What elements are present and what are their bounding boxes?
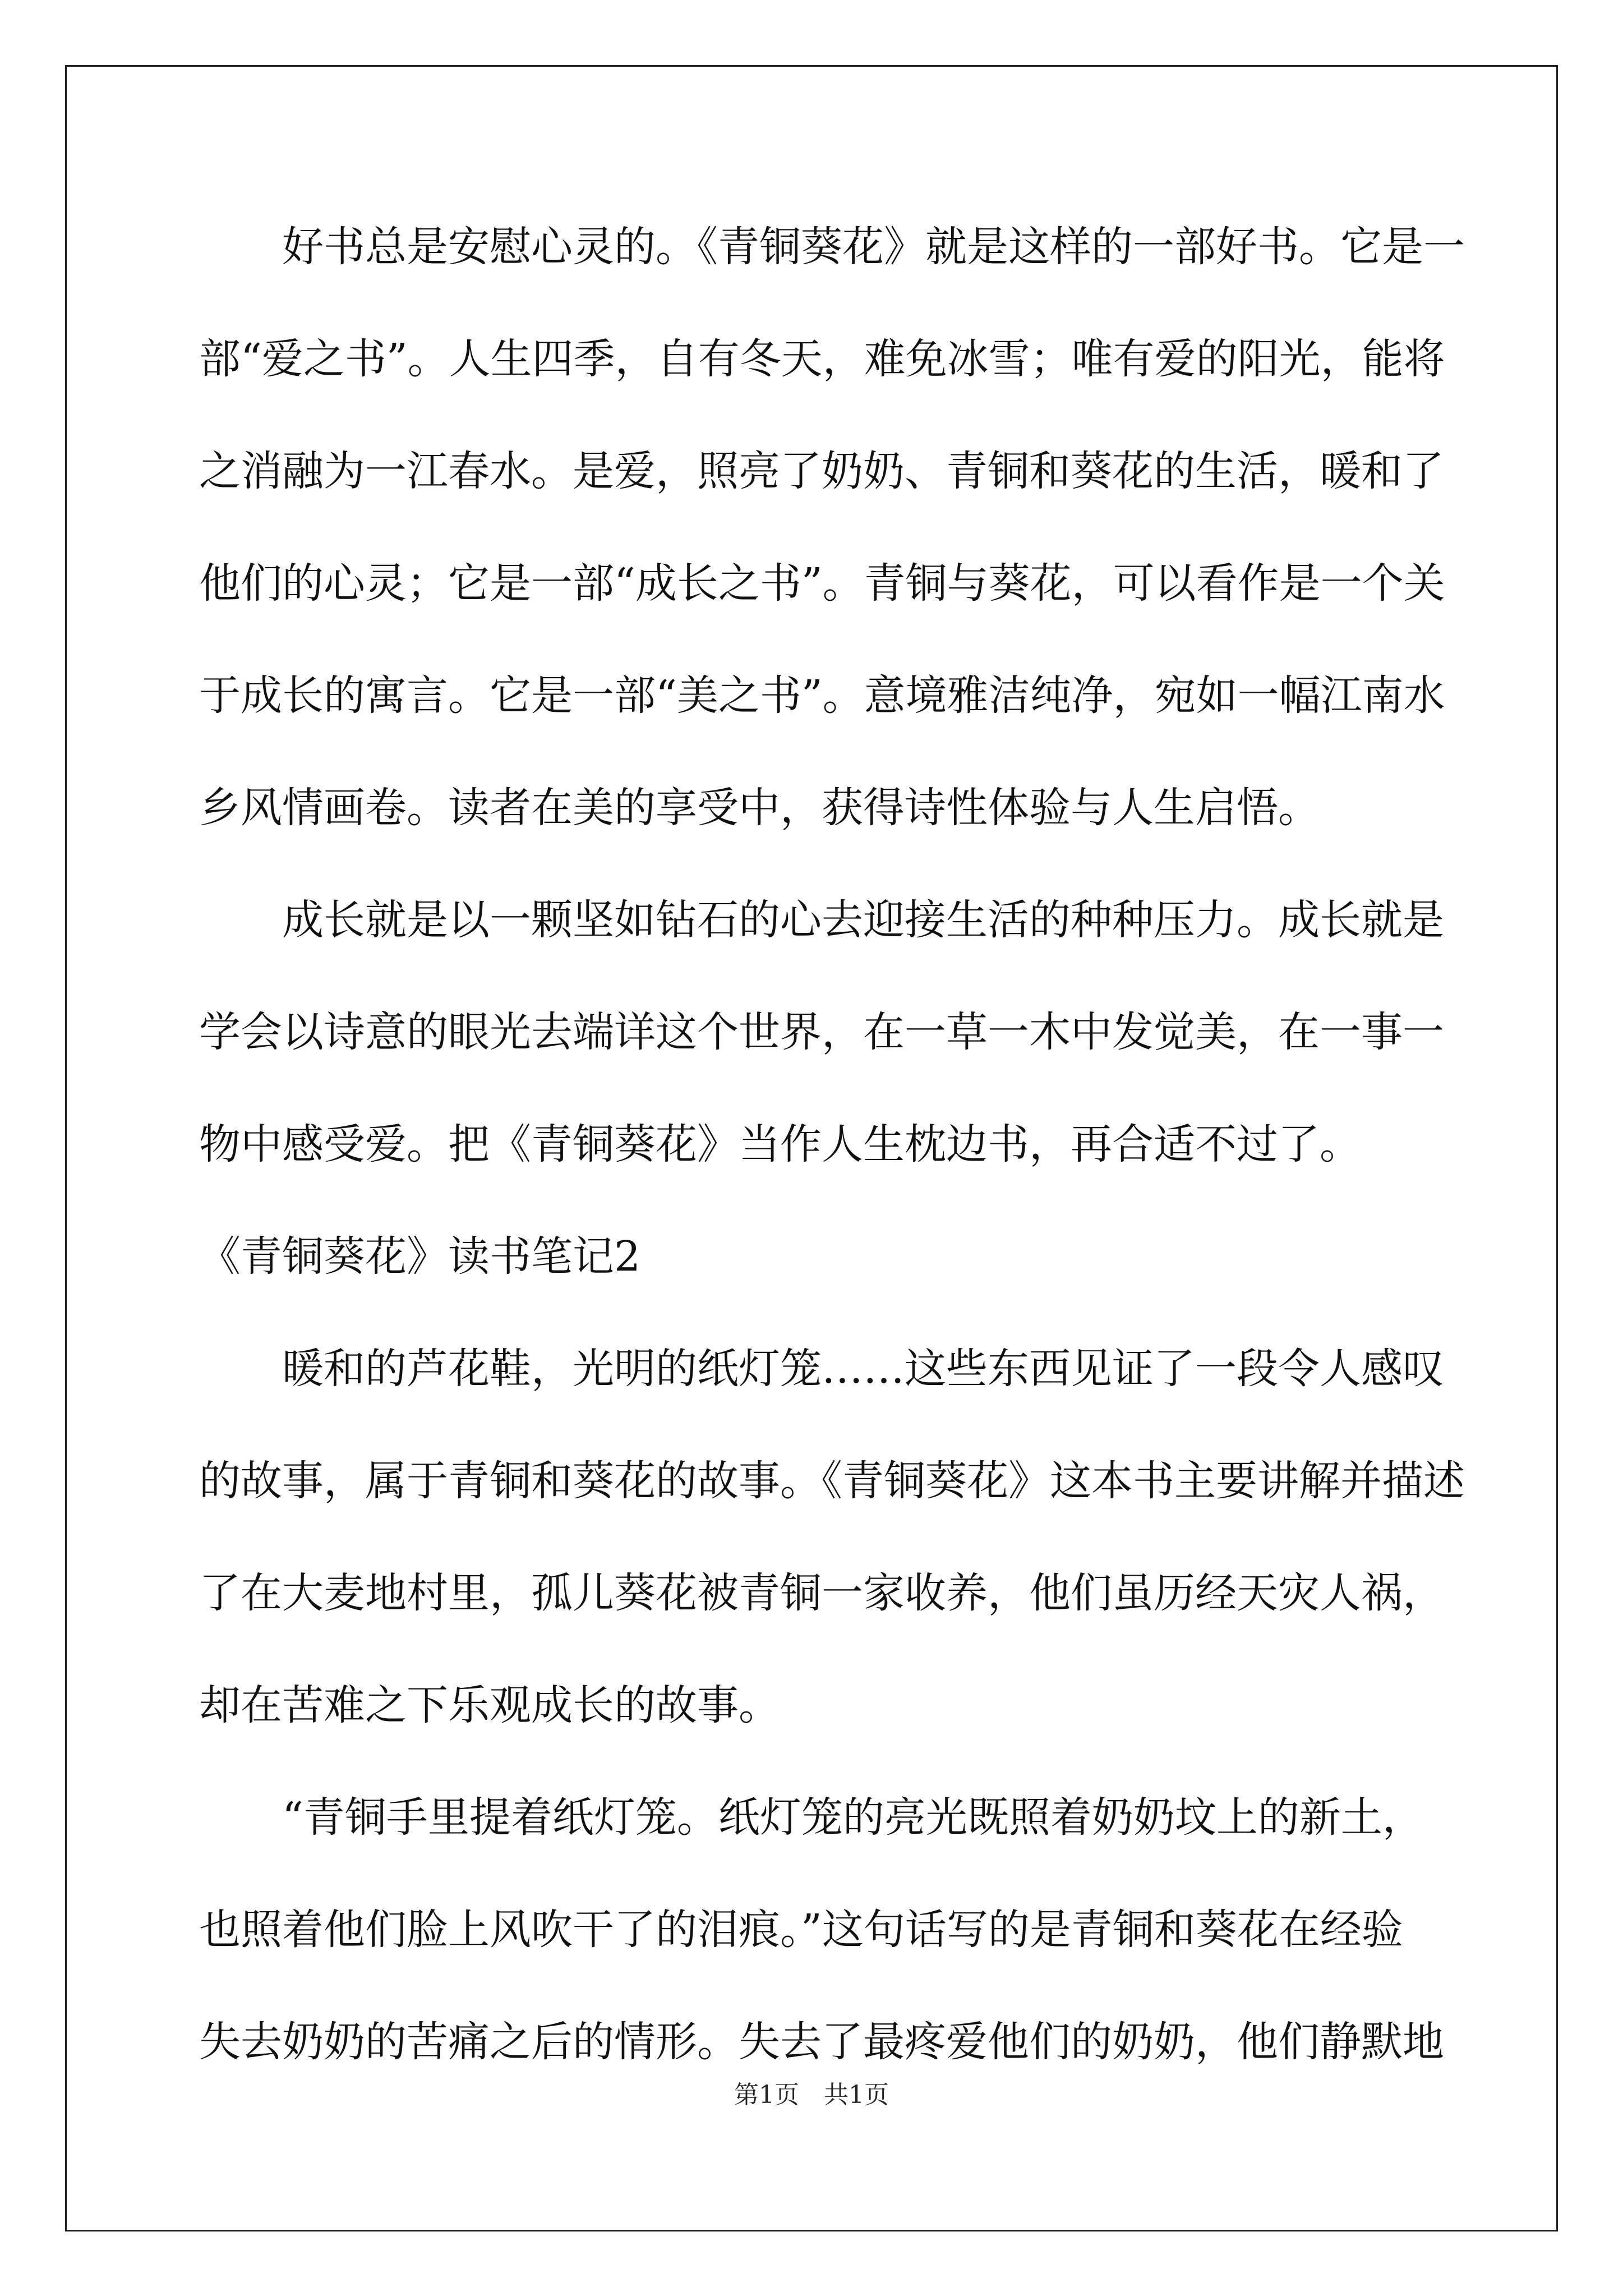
page-number-footer: 第1页 共1页 [734,2081,889,2109]
text-line: “青铜手里提着纸灯笼。纸灯笼的亮光既照着奶奶坟上的新土， [199,1793,1424,1842]
text-line: 也照着他们脸上风吹干了的泪痕。”这句话写的是青铜和葵花在经验 [199,1906,1403,1954]
text-line: 成长就是以一颗坚如钻石的心去迎接生活的种种压力。成长就是 [199,896,1444,944]
text-line: 了在大麦地村里，孤儿葵花被青铜一家收养，他们虽历经天灾人祸， [199,1569,1444,1617]
text-line: 物中感受爱。把《青铜葵花》当作人生枕边书，再合适不过了。 [199,1120,1361,1168]
section-heading: 《青铜葵花》读书笔记2 [199,1232,641,1281]
text-line: 暖和的芦花鞋，光明的纸灯笼……这些东西见证了一段令人感叹 [199,1345,1444,1393]
text-line: 于成长的寓言。它是一部“美之书”。意境雅洁纯净，宛如一幅江南水 [199,671,1445,720]
text-line: 乡风情画卷。读者在美的享受中，获得诗性体验与人生启悟。 [199,784,1320,832]
text-line: 学会以诗意的眼光去端详这个世界，在一草一木中发觉美，在一事一 [199,1008,1444,1056]
text-line: 好书总是安慰心灵的。《青铜葵花》就是这样的一部好书。它是一 [199,223,1465,271]
text-line: 部“爱之书”。人生四季，自有冬天，难免冰雪；唯有爱的阳光，能将 [199,335,1445,383]
text-line: 失去奶奶的苦痛之后的情形。失去了最疼爱他们的奶奶，他们静默地 [199,2018,1444,2066]
text-line: 却在苦难之下乐观成长的故事。 [199,1681,780,1729]
text-line: 的故事，属于青铜和葵花的故事。《青铜葵花》这本书主要讲解并描述 [199,1457,1465,1505]
text-line: 之消融为一江春水。是爱，照亮了奶奶、青铜和葵花的生活，暖和了 [199,447,1444,495]
text-line: 他们的心灵；它是一部“成长之书”。青铜与葵花，可以看作是一个关 [199,559,1445,608]
